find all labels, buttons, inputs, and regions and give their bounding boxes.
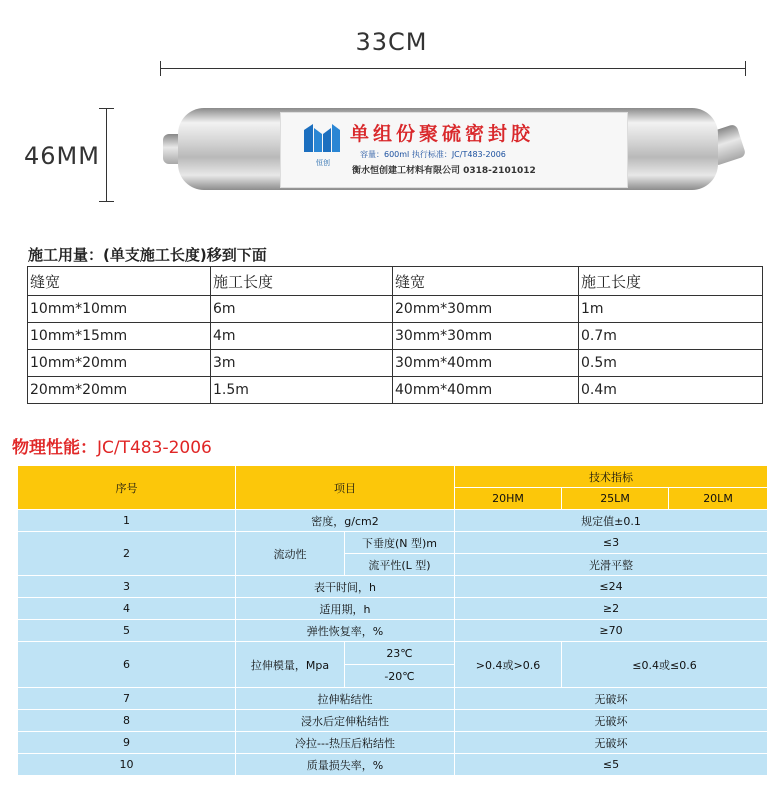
table-cell: 0.5m (579, 350, 763, 377)
header-no: 序号 (18, 466, 236, 510)
row-item: 密度，g/cm2 (236, 510, 455, 532)
table-cell: 4m (211, 323, 393, 350)
length-dimension-line (160, 68, 746, 69)
table-row (28, 323, 763, 350)
row-value: 无破坏 (455, 688, 768, 710)
table-cell: 10mm*15mm (28, 323, 211, 350)
row-no: 7 (18, 688, 236, 710)
table-row (28, 296, 763, 323)
table-row (28, 350, 763, 377)
table-row (18, 576, 768, 598)
table-row (18, 754, 768, 776)
row-item: 流动性 (236, 532, 345, 576)
table-cell: 0.7m (579, 323, 763, 350)
table-cell: 6m (211, 296, 393, 323)
row-no: 4 (18, 598, 236, 620)
table-cell: 10mm*10mm (28, 296, 211, 323)
table-row (18, 620, 768, 642)
length-dimension-cap-left (160, 61, 161, 76)
row-item: 冷拉---热压后粘结性 (236, 732, 455, 754)
table-cell: 10mm*20mm (28, 350, 211, 377)
table-row (18, 510, 768, 532)
table-row (18, 710, 768, 732)
diameter-dimension-cap-top (99, 108, 114, 109)
header-grade-20lm: 20LM (669, 488, 768, 510)
header-grade-20hm: 20HM (455, 488, 562, 510)
row-no: 9 (18, 732, 236, 754)
length-dimension-cap-right (745, 61, 746, 76)
diameter-dimension-label: 46MM (24, 142, 100, 170)
product-company: 衡水恒创建工材料有限公司 0318-2101012 (352, 166, 536, 176)
table-header-row (28, 267, 763, 296)
table-cell: 1m (579, 296, 763, 323)
table-cell: 3m (211, 350, 393, 377)
row-value-lm: ≤0.4或≤0.6 (562, 642, 768, 688)
row-item: 表干时间，h (236, 576, 455, 598)
header-item: 项目 (236, 466, 455, 510)
header-cell: 缝宽 (393, 267, 579, 296)
usage-table (27, 266, 763, 404)
row-item: 质量损失率，% (236, 754, 455, 776)
product-title: 单组份聚硫密封胶 (350, 123, 535, 145)
table-row (18, 732, 768, 754)
row-no: 1 (18, 510, 236, 532)
usage-title: 施工用量：(单支施工长度)移到下面 (28, 246, 267, 264)
properties-title-standard: JC/T483-2006 (97, 438, 212, 458)
properties-table (17, 465, 768, 776)
table-cell: 1.5m (211, 377, 393, 404)
row-subitem: 下垂度(N 型)m (345, 532, 455, 554)
table-header-row (18, 466, 768, 488)
table-row (18, 598, 768, 620)
table-cell: 30mm*40mm (393, 350, 579, 377)
header-grade-25lm: 25LM (562, 488, 669, 510)
table-row (18, 688, 768, 710)
table-row (18, 642, 768, 665)
table-cell: 40mm*40mm (393, 377, 579, 404)
row-no: 10 (18, 754, 236, 776)
header-spec: 技术指标 (455, 466, 768, 488)
row-value: ≥2 (455, 598, 768, 620)
row-value: 无破坏 (455, 732, 768, 754)
row-no: 8 (18, 710, 236, 732)
table-cell: 20mm*30mm (393, 296, 579, 323)
row-value-hm: >0.4或>0.6 (455, 642, 562, 688)
row-item: 拉伸模量，Mpa (236, 642, 345, 688)
row-value: ≥70 (455, 620, 768, 642)
row-item: 浸水后定伸粘结性 (236, 710, 455, 732)
header-cell: 缝宽 (28, 267, 211, 296)
row-item: 弹性恢复率，% (236, 620, 455, 642)
row-item: 适用期，h (236, 598, 455, 620)
brand-logo-text: 恒创 (316, 159, 330, 167)
row-subitem: 流平性(L 型) (345, 554, 455, 576)
properties-title-label: 物理性能： (12, 438, 97, 458)
row-temp: -20℃ (345, 665, 455, 688)
table-cell: 30mm*30mm (393, 323, 579, 350)
row-value: ≤3 (455, 532, 768, 554)
product-spec: 容量：600ml 执行标准：JC/T483-2006 (360, 150, 506, 159)
brand-logo-icon (304, 124, 340, 152)
row-value: 无破坏 (455, 710, 768, 732)
table-row (18, 532, 768, 554)
diameter-dimension-line (106, 108, 107, 202)
row-value: ≤5 (455, 754, 768, 776)
table-cell: 0.4m (579, 377, 763, 404)
row-value: 规定值±0.1 (455, 510, 768, 532)
row-no: 6 (18, 642, 236, 688)
diameter-dimension-cap-bottom (99, 201, 114, 202)
row-temp: 23℃ (345, 642, 455, 665)
table-cell: 20mm*20mm (28, 377, 211, 404)
row-no: 5 (18, 620, 236, 642)
properties-title (12, 433, 212, 458)
row-value: ≤24 (455, 576, 768, 598)
row-value: 光滑平整 (455, 554, 768, 576)
table-row (28, 377, 763, 404)
row-item: 拉伸粘结性 (236, 688, 455, 710)
header-cell: 施工长度 (579, 267, 763, 296)
row-no: 3 (18, 576, 236, 598)
header-cell: 施工长度 (211, 267, 393, 296)
row-no: 2 (18, 532, 236, 576)
length-dimension-label: 33CM (355, 28, 428, 56)
